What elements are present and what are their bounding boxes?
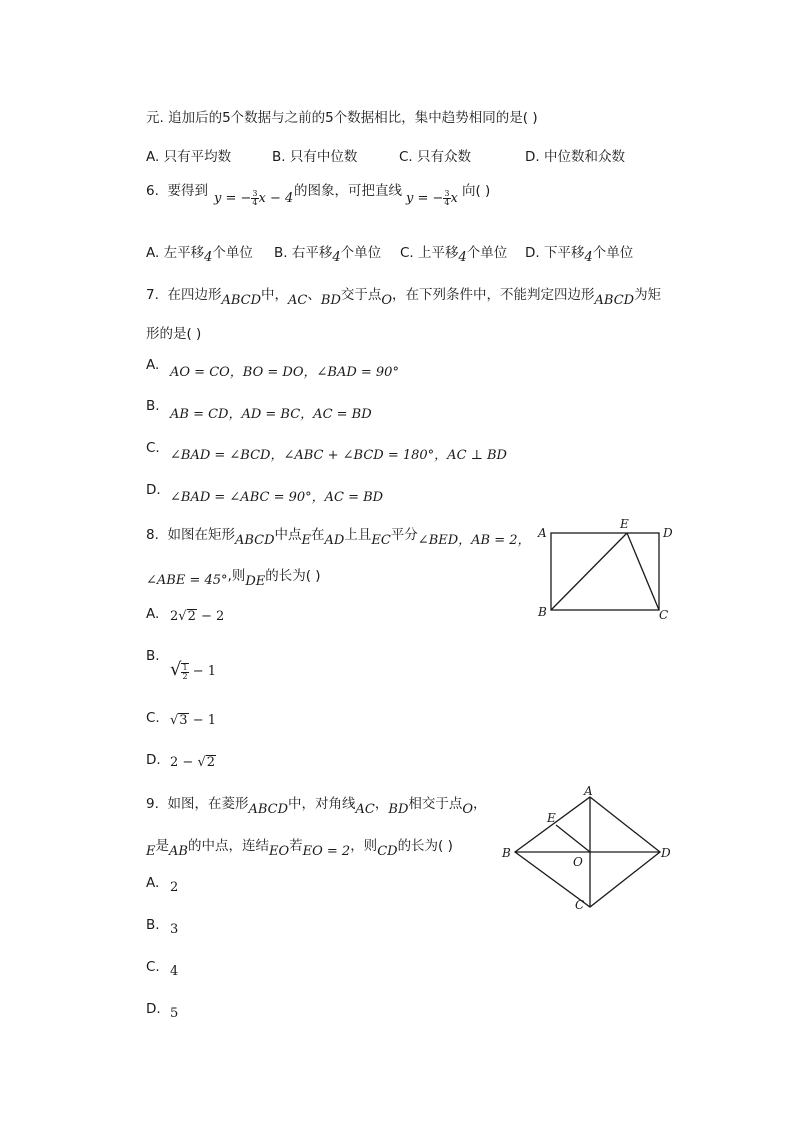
q9-stem-line-2 — [146, 834, 453, 859]
question-number: 9. — [146, 796, 159, 812]
q5-option-d[interactable] — [525, 145, 625, 165]
q7-option-d[interactable]: ∠BAD = ∠ABC = 90°，AC = BD — [170, 490, 384, 505]
radicand: 3 — [179, 713, 188, 728]
q6-equation-2 — [406, 190, 458, 207]
label-b: B — [538, 605, 547, 619]
option-text: 中位数和众数 — [543, 149, 625, 165]
var: AB — [169, 844, 188, 859]
eq-rhs: x − 4 — [258, 191, 294, 206]
q8-text: 上且 — [344, 527, 372, 543]
label-c: C — [575, 898, 585, 912]
q7-stem-line-2: 形的是( ) — [146, 326, 202, 342]
q5-stem: 元. 追加后的5个数据与之前的5个数据相比，集中趋势相同的是( ) — [146, 110, 538, 126]
q8-option-c[interactable] — [170, 713, 216, 728]
option-text: 左平移 — [163, 245, 205, 261]
segment-ec — [627, 533, 659, 610]
option-text: 只有中位数 — [289, 149, 358, 165]
q9-option-a-value[interactable]: 2 — [170, 880, 179, 895]
eq-rhs: x — [450, 191, 458, 206]
q7-text: 中， — [261, 287, 289, 303]
var-ac: AC — [288, 293, 308, 308]
q7-option-b[interactable]: AB = CD，AD = BC，AC = BD — [170, 407, 372, 422]
rhombus-figure — [495, 785, 685, 915]
q8-text: ,则 — [227, 568, 246, 584]
frac-den: 2 — [182, 671, 188, 681]
sqrt-icon: √ — [170, 713, 179, 728]
option-number: 4 — [332, 250, 341, 265]
radicand: 2 — [206, 755, 216, 770]
frac-den: 4 — [444, 198, 450, 207]
q9-text: 中，对角线 — [288, 796, 356, 812]
q8-text: 平分 — [390, 527, 418, 543]
q6-text-2: 的图象，可把直线 — [294, 183, 402, 199]
option-text: 只有众数 — [417, 149, 472, 165]
q9-option-d-value[interactable]: 5 — [170, 1006, 179, 1021]
option-text: 个单位 — [466, 245, 508, 261]
option-letter: B. — [274, 245, 288, 261]
option-letter: C. — [146, 959, 160, 975]
coef: 2 — [170, 609, 179, 624]
var: ∠BED，AB = 2， — [417, 533, 531, 548]
var-quad: ABCD — [594, 293, 635, 308]
var: ABCD — [248, 802, 289, 817]
option-letter: B. — [272, 149, 286, 165]
q9-option-c[interactable] — [146, 959, 160, 975]
q9-text: 的长为( ) — [397, 838, 453, 854]
var: CD — [377, 844, 398, 859]
option-letter: A. — [146, 245, 160, 261]
q7-option-d-letter[interactable]: D. — [146, 482, 161, 498]
option-letter: A. — [146, 875, 160, 891]
q9-option-d[interactable] — [146, 1001, 161, 1017]
option-letter: C. — [399, 149, 413, 165]
option-text: 只有平均数 — [163, 149, 232, 165]
option-text: 个单位 — [592, 245, 634, 261]
label-a: A — [538, 526, 547, 540]
q7-text: 、 — [307, 287, 321, 303]
label-c: C — [659, 608, 669, 622]
var: ABCD — [234, 533, 275, 548]
q8-text: 的长为( ) — [265, 568, 321, 584]
q8-option-c-letter[interactable]: C. — [146, 710, 160, 726]
q9-stem-line-1 — [146, 792, 487, 817]
label-e: E — [547, 811, 556, 825]
q6-option-a[interactable] — [146, 241, 253, 265]
q6-text-3: 向( ) — [462, 183, 491, 199]
q7-text: 交于点 — [340, 287, 382, 303]
q9-text: ， — [374, 796, 389, 812]
q9-option-a[interactable] — [146, 875, 159, 891]
var: DE — [245, 574, 266, 589]
q9-text: 若 — [289, 838, 303, 854]
q7-option-c-letter[interactable]: C. — [146, 440, 160, 456]
option-text: 个单位 — [340, 245, 382, 261]
var: BD — [388, 802, 409, 817]
q7-option-b-letter[interactable]: B. — [146, 398, 160, 414]
option-number: 4 — [458, 250, 467, 265]
tail: − 1 — [192, 713, 217, 728]
q7-option-a[interactable]: AO = CO，BO = DO，∠BAD = 90° — [170, 365, 399, 380]
radicand: 2 — [187, 609, 196, 624]
var: AC — [355, 802, 375, 817]
head: 2 − — [170, 755, 194, 770]
option-number: 4 — [204, 250, 213, 265]
q6-option-c[interactable] — [400, 241, 508, 265]
var: EO = 2 — [302, 844, 351, 859]
q9-option-b-value[interactable]: 3 — [170, 922, 179, 937]
label-a: A — [584, 785, 593, 798]
var: O — [462, 802, 474, 817]
label-o: O — [573, 855, 583, 869]
sqrt-icon: √ — [178, 609, 187, 624]
option-letter: D. — [525, 149, 540, 165]
option-letter: D. — [525, 245, 540, 261]
var: ∠ABE = 45° — [146, 573, 228, 588]
label-b: B — [502, 846, 511, 860]
q8-text: 如图在矩形 — [167, 527, 235, 543]
segment-eo — [556, 825, 590, 852]
var: AD — [324, 533, 345, 548]
q9-option-b[interactable] — [146, 917, 160, 933]
q7-option-c[interactable]: ∠BAD = ∠BCD，∠ABC + ∠BCD = 180°，AC ⊥ BD — [170, 448, 507, 463]
segment-be — [551, 533, 627, 610]
frac-num: 3 — [252, 189, 258, 198]
tail: − 1 — [192, 664, 217, 679]
var: EC — [371, 533, 391, 548]
fraction — [251, 190, 258, 207]
frac-num: 1 — [182, 662, 188, 672]
q6-equation-1 — [214, 190, 293, 207]
question-number: 7. — [146, 287, 159, 303]
option-text: 右平移 — [291, 245, 333, 261]
q7-text: ，在下列条件中，不能判定四边形 — [392, 287, 595, 303]
tail: − 2 — [201, 609, 225, 624]
q7-text: 在四边形 — [167, 287, 222, 303]
var: E — [146, 844, 156, 859]
q6-text: 要得到 — [167, 183, 208, 199]
q8-text: 中点 — [274, 527, 302, 543]
eq-lhs: y = − — [406, 191, 444, 206]
option-letter: B. — [146, 917, 160, 933]
q5-option-c[interactable] — [399, 145, 471, 165]
q8-option-d[interactable] — [170, 755, 216, 770]
q8-option-b-letter[interactable]: B. — [146, 648, 160, 664]
q8-stem-line-2 — [146, 564, 321, 589]
option-letter: D. — [146, 1001, 161, 1017]
q8-stem-line-1 — [146, 523, 531, 548]
q8-text: 在 — [311, 527, 325, 543]
q9-text: 如图，在菱形 — [167, 796, 249, 812]
option-text: 上平移 — [418, 245, 459, 261]
q6-stem-start — [146, 179, 208, 199]
eq-lhs: y = − — [214, 191, 252, 206]
q9-text: 的中点，连结 — [187, 838, 269, 854]
label-d: D — [661, 846, 671, 860]
q6-option-b[interactable] — [274, 241, 382, 265]
frac-num: 3 — [444, 189, 450, 198]
sqrt-icon: √ — [197, 755, 206, 770]
var: EO — [268, 844, 290, 859]
sqrt-icon: √ — [170, 659, 182, 680]
var-quad: ABCD — [221, 293, 262, 308]
q7-text: 为矩 — [634, 287, 662, 303]
question-number: 6. — [146, 183, 159, 199]
q9-text: ， — [473, 796, 487, 812]
q9-text: 是 — [155, 838, 169, 854]
q8-option-a[interactable] — [170, 609, 224, 624]
label-e: E — [620, 517, 629, 531]
option-number: 4 — [584, 250, 593, 265]
question-number: 8. — [146, 527, 159, 543]
q8-option-a-letter[interactable]: A. — [146, 606, 160, 622]
fraction — [443, 190, 450, 207]
q8-option-d-letter[interactable]: D. — [146, 752, 161, 768]
q5-option-b[interactable] — [272, 145, 357, 165]
fraction — [181, 663, 188, 681]
q7-stem-line-1 — [146, 283, 662, 308]
label-d: D — [663, 526, 673, 540]
var-o: O — [381, 293, 393, 308]
var: E — [301, 533, 312, 548]
var-bd: BD — [320, 293, 341, 308]
q9-text: 相交于点 — [408, 796, 463, 812]
option-letter: C. — [400, 245, 414, 261]
q9-text: ，则 — [350, 838, 378, 854]
option-text: 个单位 — [212, 245, 253, 261]
q7-option-a-letter[interactable]: A. — [146, 357, 160, 373]
option-letter: A. — [146, 149, 160, 165]
q5-option-a[interactable] — [146, 145, 231, 165]
option-text: 下平移 — [543, 245, 585, 261]
frac-den: 4 — [252, 198, 258, 207]
q9-option-c-value[interactable]: 4 — [170, 964, 179, 979]
q8-option-b[interactable] — [170, 659, 216, 681]
q6-option-d[interactable] — [525, 241, 634, 265]
rectangle-figure — [530, 515, 690, 625]
